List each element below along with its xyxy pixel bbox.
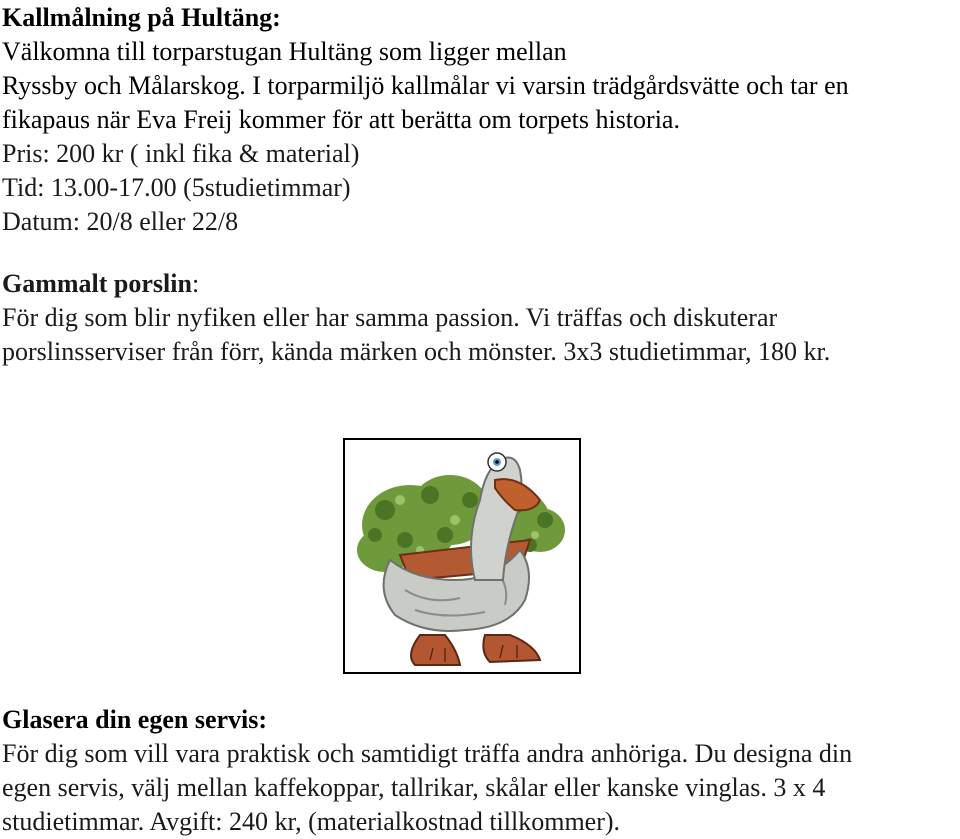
- section-porslin: [2, 267, 830, 369]
- date-line: Datum: 20/8 eller 22/8: [2, 207, 239, 236]
- paragraph-line: Ryssby och Målarskog. I torparmiljö kallmålar vi varsin trädgårdsvätte och tar en: [2, 71, 849, 100]
- section-heading-text: Gammalt porslin: [2, 269, 192, 298]
- price-line: Pris: 200 kr ( inkl fika & material): [2, 139, 360, 168]
- paragraph-line: porslinsserviser från förr, kända märken och mönster. 3x3 studietimmar, 180 kr.: [2, 337, 831, 366]
- section-heading: Glasera din egen servis:: [2, 705, 268, 734]
- product-photo: [343, 438, 581, 674]
- paragraph-line: För dig som vill vara praktisk och samtidigt träffa andra anhöriga. Du designa din: [2, 739, 853, 768]
- section-heading: [2, 267, 830, 301]
- paragraph-line: För dig som blir nyfiken eller har samma passion. Vi träffas och diskuterar: [2, 303, 778, 332]
- paragraph-line: studietimmar. Avgift: 240 kr, (materialkostnad tillkommer).: [2, 807, 621, 836]
- time-line: Tid: 13.00-17.00 (5studietimmar): [2, 173, 351, 202]
- paragraph-line: Välkomna till torparstugan Hultäng som ligger mellan: [2, 37, 567, 66]
- heading-colon: :: [191, 269, 200, 298]
- ceramic-duck-planter-icon: [345, 440, 579, 672]
- paragraph-line: egen servis, välj mellan kaffekoppar, tallrikar, skålar eller kanske vinglas. 3 x 4: [2, 773, 826, 802]
- paragraph-line: fikapaus när Eva Freij kommer för att berätta om torpets historia.: [2, 105, 680, 134]
- section-kallmalning: [2, 1, 849, 239]
- section-heading: Kallmålning på Hultäng:: [2, 3, 281, 32]
- section-glasera: [2, 703, 852, 839]
